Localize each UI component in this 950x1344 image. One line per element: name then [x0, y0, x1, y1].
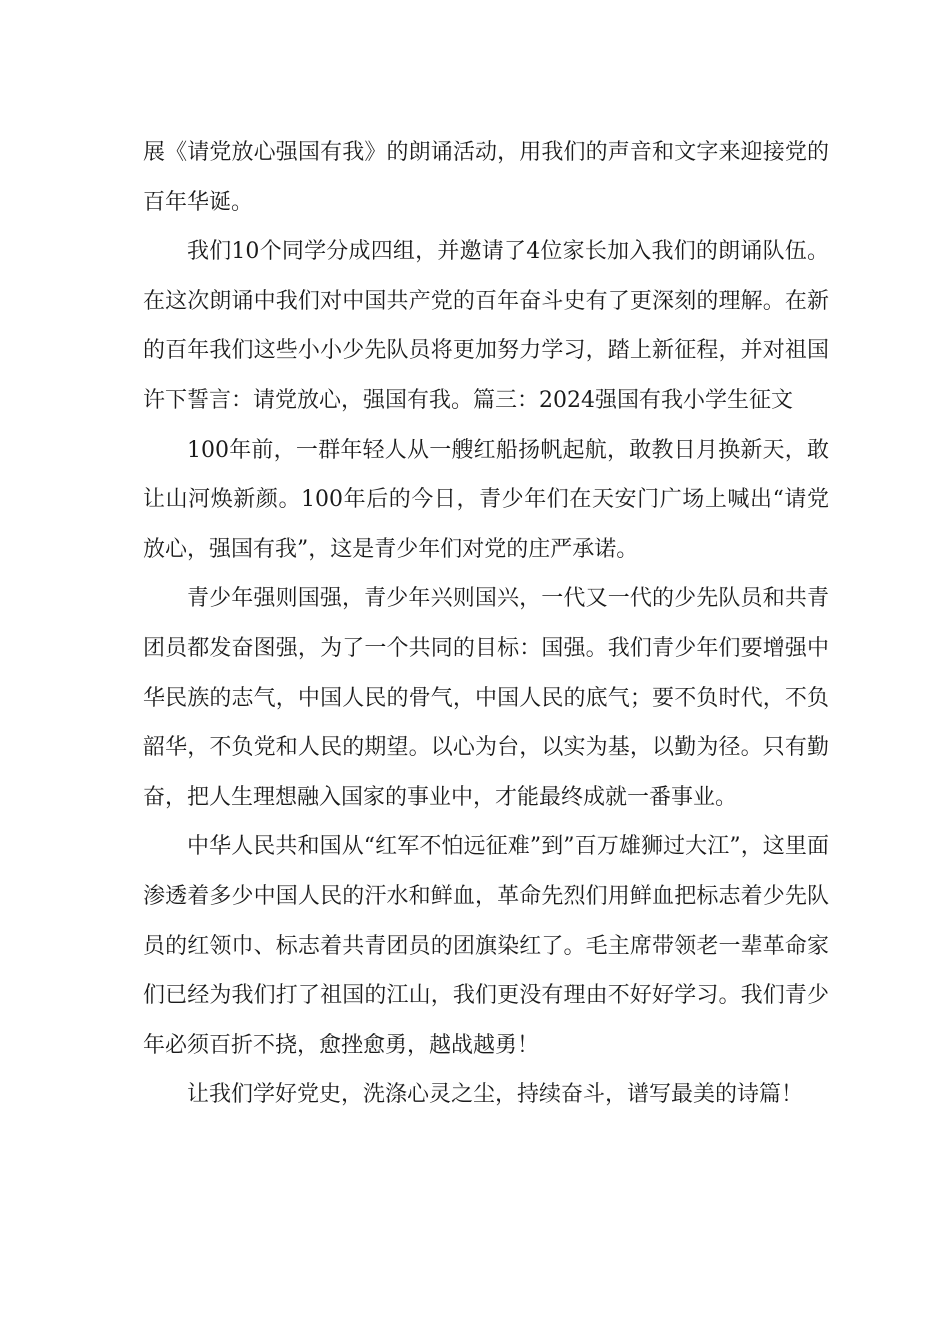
document-body	[143, 128, 829, 1120]
paragraph-closing: 让我们学好党史，洗涤心灵之尘，持续奋斗，谱写最美的诗篇！	[187, 1082, 804, 1108]
paragraph-hundred-years: 100年前，一群年轻人从一艘红船扬帆起航，敢教日月换新天，敢让山河焕新颜。100年后的今日，青少年们在天安门广场上喊出“请党放心，强国有我”，这是青少年们对党的庄严承诺。	[143, 437, 829, 562]
paragraph-red-army: 中华人民共和国从“红军不怕远征难”到”百万雄狮过大江”，这里面渗透着多少中国人民的汗水和鲜血，革命先烈们用鲜血把标志着少先队员的红领巾、标志着共青团员的团旗染红了。毛主席带领老一辈革命家们已经为我们打了祖国的江山，我们更没有理由不好好学习。我们青少年必须百折不挠，愈挫愈勇，越战越勇！	[143, 834, 829, 1058]
paragraph-continuation: 展《请党放心强国有我》的朗诵活动，用我们的声音和文字来迎接党的百年华诞。	[143, 140, 829, 215]
paragraph-recitation-team: 我们10个同学分成四组，并邀请了4位家长加入我们的朗诵队伍。在这次朗诵中我们对中国共产党的百年奋斗史有了更深刻的理解。在新的百年我们这些小小少先队员将更加努力学习，踏上新征程，并对祖国许下誓言：请党放心，强国有我。篇三：2024强国有我小学生征文	[143, 239, 829, 413]
paragraph-youth-strong: 青少年强则国强，青少年兴则国兴，一代又一代的少先队员和共青团员都发奋图强，为了一个共同的目标：国强。我们青少年们要增强中华民族的志气，中国人民的骨气，中国人民的底气；要不负时代，不负韶华，不负党和人民的期望。以心为台，以实为基，以勤为径。只有勤奋，把人生理想融入国家的事业中，才能最终成就一番事业。	[143, 586, 829, 810]
